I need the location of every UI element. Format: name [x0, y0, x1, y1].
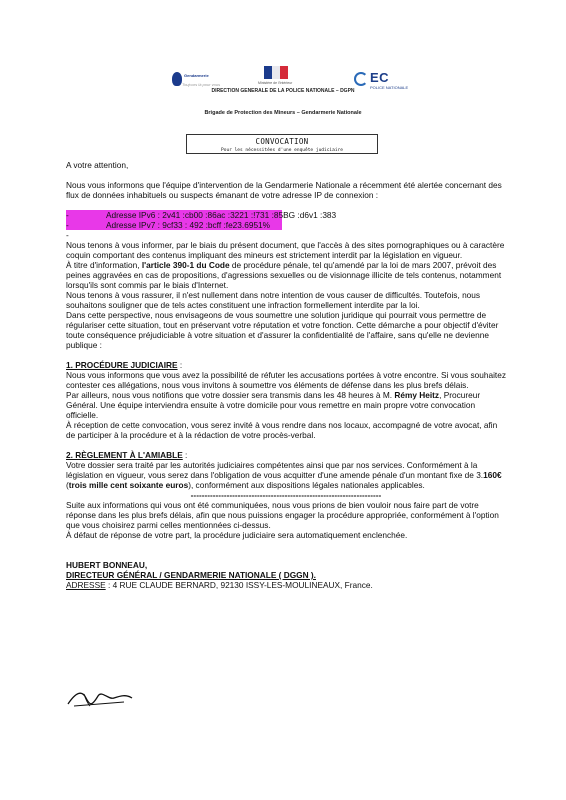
- p2-article: l'article 390-1 du Code: [141, 260, 230, 270]
- ip-line-1: [66, 210, 337, 220]
- marianne-logo: [254, 62, 298, 88]
- s1-p2-post: , Procureur Général. Une équipe interviendra ensuite à votre domicile pour vous remettre en main propre votre convocation officielle.: [66, 390, 481, 420]
- p2-pre: À titre d'information,: [66, 260, 142, 270]
- gendarmerie-logo-tagline: Toujours là pour vous: [182, 82, 221, 87]
- gendarmerie-flame-icon: [172, 72, 182, 86]
- paragraph-1: Nous tenons à vous informer, par le biais du présent document, que l'accès à des sites pornographiques ou à caractère coquin comportant des contenus impliquant des mineurs est strictement interdit par la législation en vigueur.: [66, 240, 505, 260]
- closing-paragraph-2: À défaut de réponse de votre part, la procédure judiciaire sera automatiquement enclenchée.: [66, 530, 408, 540]
- s2-p1-b: (: [66, 480, 69, 490]
- address-value: : 4 RUE CLAUDE BERNARD, 92130 ISSY-LES-MOULINEAUX, France.: [105, 580, 373, 590]
- s1-p2-pre: Par ailleurs, nous vous notifions que votre dossier sera transmis dans les 48 heures à M.: [66, 390, 395, 400]
- separator-line: ---------------------------------------------------------------------: [190, 490, 382, 500]
- direction-title: DIRECTION GENERALE DE LA POLICE NATIONALE – DGPN: [211, 88, 355, 94]
- paragraph-2: [66, 260, 506, 290]
- convocation-box: [186, 134, 378, 154]
- s2-p1-c: ), conformément aux dispositions légales nationales applicables.: [188, 480, 425, 490]
- signatory-title: DIRECTEUR GÉNÉRAL / GENDARMERIE NATIONALE ( DGGN ).: [66, 570, 316, 580]
- closing-paragraph-1: Suite aux informations qui vous ont été communiquées, nous vous prions de bien vouloir nous faire part de votre réponse dans les plus brefs délais, afin que nous puissions engager la procédure appropriée, conformément à l'option que vous choisirez parmi celles mentionnées ci-dessus.: [66, 500, 499, 530]
- section-2-title: 2. RÈGLEMENT À L'AMIABLE: [66, 450, 183, 460]
- ec-swirl-icon: [354, 72, 368, 86]
- trailing-dash: -: [66, 230, 69, 240]
- ip-line-2-text: Adresse IPv7 : 9cf33 : 492 :bcff :fe23.6951%: [106, 220, 271, 230]
- convocation-subtitle: Pour les nécessitées d'une enquête judiciaire: [221, 148, 343, 153]
- ip-line-1-dash: -: [66, 210, 69, 220]
- brigade-title: Brigade de Protection des Mineurs – Gendarmerie Nationale: [204, 110, 362, 116]
- paragraph-3: Nous tenons à vous rassurer, il n'est nullement dans notre intention de vous causer de difficultés. Toutefois, nous souhaitons souligner que de tels actes constituent une infraction formellement interdite par la loi.: [66, 290, 481, 310]
- section-1-colon: :: [177, 360, 183, 370]
- convocation-title: CONVOCATION: [255, 137, 309, 146]
- section-1-paragraph-3: À réception de cette convocation, vous serez invité à vous rendre dans nos locaux, accompagné de votre avocat, afin de participer à la procédure et à la rédaction de votre procès-verbal.: [66, 420, 498, 440]
- s2-p1-a: Votre dossier sera traité par les autorités judiciaires compétentes ainsi que par nos services. Conformément à la législation en vigueur, vous serez dans l'obligation de vous acquitter d'une amende pénale d'un montant fixe de 3.: [66, 460, 484, 480]
- gendarmerie-logo-text: Gendarmerie: [184, 73, 209, 78]
- ec-logo-subtext: POLICE NATIONALE: [370, 85, 409, 90]
- section-1-heading: [66, 360, 506, 370]
- intro-paragraph: Nous vous informons que l'équipe d'intervention de la Gendarmerie Nationale a récemment été alertée concernant des flux de données inhabituels ou suspects émanant de votre adresse IP de connexion :: [66, 180, 502, 200]
- section-1-title: 1. PROCÉDURE JUDICIAIRE: [66, 360, 178, 370]
- address-label: ADRESSE: [66, 580, 106, 590]
- s2-p1-words: trois mille cent soixante euros: [68, 480, 189, 490]
- section-2-paragraph-1: [66, 460, 506, 490]
- section-1-paragraph-2: [66, 390, 506, 420]
- signatory-name: HUBERT BONNEAU,: [66, 560, 148, 570]
- ip-line-1-text: Adresse IPv6 : 2v41 :cb00 :86ac :3221 :!731 :85BG :d6v1 :383: [106, 210, 337, 220]
- letter-body: [66, 160, 506, 590]
- section-2-colon: :: [182, 450, 188, 460]
- s2-p1-amount: 160€: [483, 470, 502, 480]
- marianne-caption: Ministère de l'Intérieur: [258, 81, 293, 85]
- ec-logo-text: EC: [370, 70, 390, 85]
- handwritten-signature: [64, 686, 134, 710]
- address-line: [66, 580, 506, 590]
- p2-post: de procédure pénale, tel qu'amendé par la loi de mars 2007, prévoit des peines aggravées en cas de propositions, d'agressions sexuelles ou de visionnage illicite de tels contenus, notamment lorsqu'ils sont commis par le biais d'Internet.: [66, 260, 502, 290]
- header-logos: [168, 62, 418, 102]
- s1-p2-name: Rémy Heitz: [394, 390, 440, 400]
- french-flag-icon: [264, 66, 288, 79]
- greeting: A votre attention,: [66, 160, 129, 170]
- ip-line-2: [66, 220, 282, 230]
- paragraph-4: Dans cette perspective, nous envisageons de vous soumettre une solution juridique qui pourrait vous permettre de régulariser cette situation, tout en préservant votre réputation et votre fonction. Cette démarche a pour objectif d'éviter toute conséquence préjudiciable à votre situation et d'assurer la confidentialité de l'affaire, sans qu'elle ne devienne publique :: [66, 310, 499, 350]
- ip-line-2-dash: -: [66, 220, 69, 230]
- section-2-heading: [66, 450, 506, 460]
- section-1-paragraph-1: Nous vous informons que vous avez la possibilité de réfuter les accusations portées à votre encontre. Si vous souhaitez contester ces allégations, nous vous invitons à soumettre vos éléments de défense dans les plus brefs délais.: [66, 370, 506, 390]
